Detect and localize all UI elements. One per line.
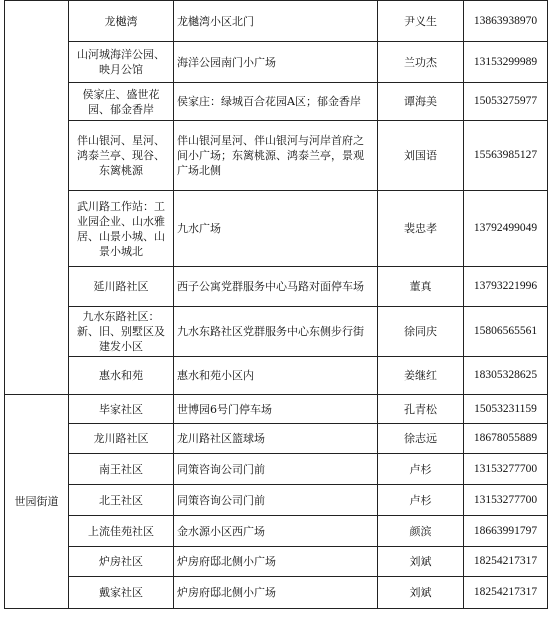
- contact-person-cell: 裴忠孝: [378, 191, 464, 267]
- area-cell: 惠水和苑: [69, 357, 174, 395]
- area-cell: 北王社区: [69, 485, 174, 516]
- contact-person-cell: 刘斌: [378, 577, 464, 609]
- table-row: [5, 191, 548, 267]
- testing-site-table: [4, 0, 548, 609]
- phone-cell: 18254217317: [464, 547, 548, 577]
- area-cell: 侯家庄、盛世花园、郁金香岸: [69, 83, 174, 121]
- location-cell: 西子公寓党群服务中心马路对面停车场: [174, 267, 378, 307]
- contact-person-cell: 颜滨: [378, 516, 464, 547]
- phone-cell: 13153277700: [464, 485, 548, 516]
- area-cell: 南王社区: [69, 454, 174, 485]
- area-cell: 山河城海洋公园、映月公馆: [69, 42, 174, 83]
- location-cell: 世博园6号门停车场: [174, 395, 378, 424]
- contact-person-cell: 刘斌: [378, 547, 464, 577]
- contact-person-cell: 兰功杰: [378, 42, 464, 83]
- phone-cell: 18678055889: [464, 424, 548, 454]
- area-cell: 上流佳苑社区: [69, 516, 174, 547]
- street-cell: 世园街道: [5, 395, 69, 609]
- phone-cell: 13153277700: [464, 454, 548, 485]
- table-row: [5, 121, 548, 191]
- area-cell: 龙川路社区: [69, 424, 174, 454]
- table-row: [5, 267, 548, 307]
- contact-person-cell: 孔青松: [378, 395, 464, 424]
- location-cell: 同策咨询公司门前: [174, 485, 378, 516]
- phone-cell: 18254217317: [464, 577, 548, 609]
- phone-cell: 13153299989: [464, 42, 548, 83]
- location-cell: 同策咨询公司门前: [174, 454, 378, 485]
- contact-person-cell: 尹义生: [378, 1, 464, 42]
- phone-cell: 13792499049: [464, 191, 548, 267]
- location-cell: 九水东路社区党群服务中心东侧步行街: [174, 307, 378, 357]
- location-cell: 金水源小区西广场: [174, 516, 378, 547]
- phone-cell: 18305328625: [464, 357, 548, 395]
- area-cell: 伴山银河、星河、鸿泰兰亭、现谷、东篱桃源: [69, 121, 174, 191]
- contact-person-cell: 徐同庆: [378, 307, 464, 357]
- table-row: [5, 83, 548, 121]
- location-cell: 炉房府邸北侧小广场: [174, 577, 378, 609]
- table-row: [5, 307, 548, 357]
- location-cell: 龙川路社区篮球场: [174, 424, 378, 454]
- area-cell: 龙樾湾: [69, 1, 174, 42]
- area-cell: 武川路工作站：工业园企业、山水雅居、山景小城、山景小城北: [69, 191, 174, 267]
- contact-person-cell: 董真: [378, 267, 464, 307]
- area-cell: 延川路社区: [69, 267, 174, 307]
- phone-cell: 18663991797: [464, 516, 548, 547]
- area-cell: 九水东路社区：新、旧、别墅区及建发小区: [69, 307, 174, 357]
- table-row: [5, 516, 548, 547]
- location-cell: 龙樾湾小区北门: [174, 1, 378, 42]
- location-cell: 九水广场: [174, 191, 378, 267]
- table-row: [5, 42, 548, 83]
- location-cell: 炉房府邸北侧小广场: [174, 547, 378, 577]
- phone-cell: 13793221996: [464, 267, 548, 307]
- table-row: [5, 454, 548, 485]
- street-cell: [5, 1, 69, 395]
- table-row: [5, 424, 548, 454]
- contact-person-cell: 卢杉: [378, 485, 464, 516]
- table-row: [5, 395, 548, 424]
- table-row: [5, 1, 548, 42]
- contact-person-cell: 姜继红: [378, 357, 464, 395]
- area-cell: 戴家社区: [69, 577, 174, 609]
- phone-cell: 15053275977: [464, 83, 548, 121]
- area-cell: 毕家社区: [69, 395, 174, 424]
- contact-person-cell: 谭海美: [378, 83, 464, 121]
- table-row: [5, 357, 548, 395]
- phone-cell: 15053231159: [464, 395, 548, 424]
- contact-person-cell: 徐志远: [378, 424, 464, 454]
- location-cell: 侯家庄：绿城百合花园A区；郁金香岸: [174, 83, 378, 121]
- phone-cell: 13863938970: [464, 1, 548, 42]
- contact-person-cell: 卢杉: [378, 454, 464, 485]
- table-row: [5, 485, 548, 516]
- table-row: [5, 577, 548, 609]
- location-cell: 伴山银河星河、伴山银河与河岸首府之间小广场；东篱桃源、鸿泰兰亭，景观广场北侧: [174, 121, 378, 191]
- area-cell: 炉房社区: [69, 547, 174, 577]
- phone-cell: 15806565561: [464, 307, 548, 357]
- phone-cell: 15563985127: [464, 121, 548, 191]
- location-cell: 惠水和苑小区内: [174, 357, 378, 395]
- table-row: [5, 547, 548, 577]
- contact-person-cell: 刘国语: [378, 121, 464, 191]
- location-cell: 海洋公园南门小广场: [174, 42, 378, 83]
